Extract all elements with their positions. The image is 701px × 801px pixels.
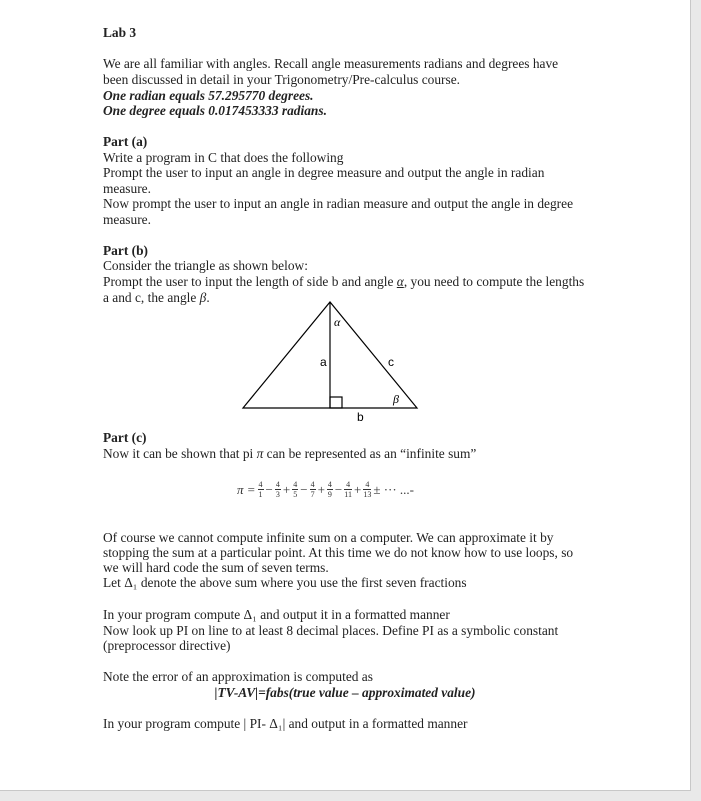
formula-sign: − bbox=[300, 481, 308, 497]
body-line-4: Let Δ₁ denote the above sum where you use the first seven fractions bbox=[103, 575, 467, 590]
part-c-line-1-text: Now it can be shown that pi bbox=[103, 446, 257, 461]
beta-symbol: β bbox=[199, 290, 207, 305]
radian-fact: One radian equals 57.295770 degrees. bbox=[103, 88, 314, 103]
fraction-numerator: 4 bbox=[327, 480, 332, 489]
lab-title: Lab 3 bbox=[103, 25, 137, 40]
body-line-3: we will hard code the sum of seven terms. bbox=[103, 560, 329, 575]
fraction-numerator: 4 bbox=[365, 480, 370, 489]
formula-sign: + bbox=[317, 481, 325, 497]
fraction-denominator: 13 bbox=[363, 490, 372, 499]
pi-symbol: π bbox=[256, 446, 264, 461]
alpha-symbol: α bbox=[396, 274, 404, 289]
fraction-denominator: 11 bbox=[344, 490, 352, 499]
pi-series-formula bbox=[236, 480, 415, 499]
part-b-line-3-text: a and c, the angle bbox=[103, 290, 200, 305]
intro-line-1: We are all familiar with angles. Recall angle measurements radians and degrees have bbox=[103, 56, 559, 71]
formula-sign: − bbox=[334, 481, 343, 497]
fraction-denominator: 3 bbox=[275, 490, 280, 499]
part-c-line-1-rest: can be represented as an “infinite sum” bbox=[263, 446, 477, 461]
body-line-2: stopping the sum at a particular point. At this time we do not know how to use loops, so bbox=[103, 545, 574, 560]
body-line-8: Note the error of an approximation is computed as bbox=[103, 669, 373, 684]
triangle-label-c: c bbox=[388, 355, 394, 369]
part-c-heading: Part (c) bbox=[103, 430, 147, 445]
fraction-numerator: 4 bbox=[346, 480, 351, 489]
triangle-label-beta: β bbox=[393, 392, 399, 406]
part-b-line-1: Consider the triangle as shown below: bbox=[103, 258, 308, 273]
formula-sign: − bbox=[265, 481, 273, 497]
formula-sign: + bbox=[282, 481, 291, 497]
formula-fraction bbox=[275, 480, 281, 499]
formula-fraction bbox=[258, 480, 264, 499]
formula-terms bbox=[257, 480, 373, 499]
body-line-1: Of course we cannot compute infinite sum on a computer. We can approximate it by bbox=[103, 530, 554, 545]
triangle-label-alpha: α bbox=[334, 315, 341, 329]
fraction-denominator: 1 bbox=[258, 490, 263, 499]
right-angle-marker bbox=[330, 397, 342, 408]
fraction-denominator: 7 bbox=[310, 490, 315, 499]
body-line-9: In your program compute | PI- Δ₁| and output in a formatted manner bbox=[103, 716, 468, 731]
error-formula: |TV-AV|=fabs(true value – approximated value) bbox=[214, 685, 476, 700]
fraction-numerator: 4 bbox=[310, 480, 315, 489]
part-a-heading: Part (a) bbox=[103, 134, 148, 149]
formula-fraction bbox=[292, 480, 298, 499]
formula-fraction bbox=[344, 480, 352, 499]
triangle-label-a: a bbox=[320, 355, 327, 369]
part-b-line-3-rest: . bbox=[206, 290, 210, 305]
formula-lhs: π = bbox=[237, 481, 256, 497]
triangle-label-b: b bbox=[357, 410, 364, 424]
fraction-numerator: 4 bbox=[293, 480, 298, 489]
part-c-line-1 bbox=[103, 446, 476, 462]
formula-tail: ± ··· ...- bbox=[373, 481, 415, 497]
body-line-6: Now look up PI on line to at least 8 decimal places. Define PI as a symbolic constant bbox=[103, 623, 559, 638]
formula-fraction bbox=[327, 480, 333, 499]
fraction-denominator: 5 bbox=[293, 490, 298, 499]
formula-sign: + bbox=[353, 481, 362, 497]
part-b-line-2-rest: , you need to compute the lengths bbox=[403, 274, 585, 289]
formula-fraction bbox=[310, 480, 316, 499]
part-a-line-3: measure. bbox=[103, 181, 151, 196]
formula-fraction bbox=[363, 480, 371, 499]
fraction-numerator: 4 bbox=[275, 480, 280, 489]
part-b-line-2-text: Prompt the user to input the length of side b and angle bbox=[103, 274, 397, 289]
degree-fact: One degree equals 0.017453333 radians. bbox=[103, 103, 327, 118]
part-b-heading: Part (b) bbox=[103, 243, 148, 258]
body-line-5: In your program compute Δ₁ and output it in a formatted manner bbox=[103, 607, 450, 622]
part-a-line-5: measure. bbox=[103, 212, 151, 227]
part-a-line-2: Prompt the user to input an angle in degree measure and output the angle in radian bbox=[103, 165, 545, 180]
intro-line-2: been discussed in detail in your Trigonometry/Pre-calculus course. bbox=[103, 72, 461, 87]
fraction-denominator: 9 bbox=[327, 490, 332, 499]
fraction-numerator: 4 bbox=[258, 480, 263, 489]
body-line-7: (preprocessor directive) bbox=[103, 638, 231, 653]
part-a-line-1: Write a program in C that does the following bbox=[103, 150, 344, 165]
part-a-line-4: Now prompt the user to input an angle in radian measure and output the angle in degree bbox=[103, 196, 574, 211]
